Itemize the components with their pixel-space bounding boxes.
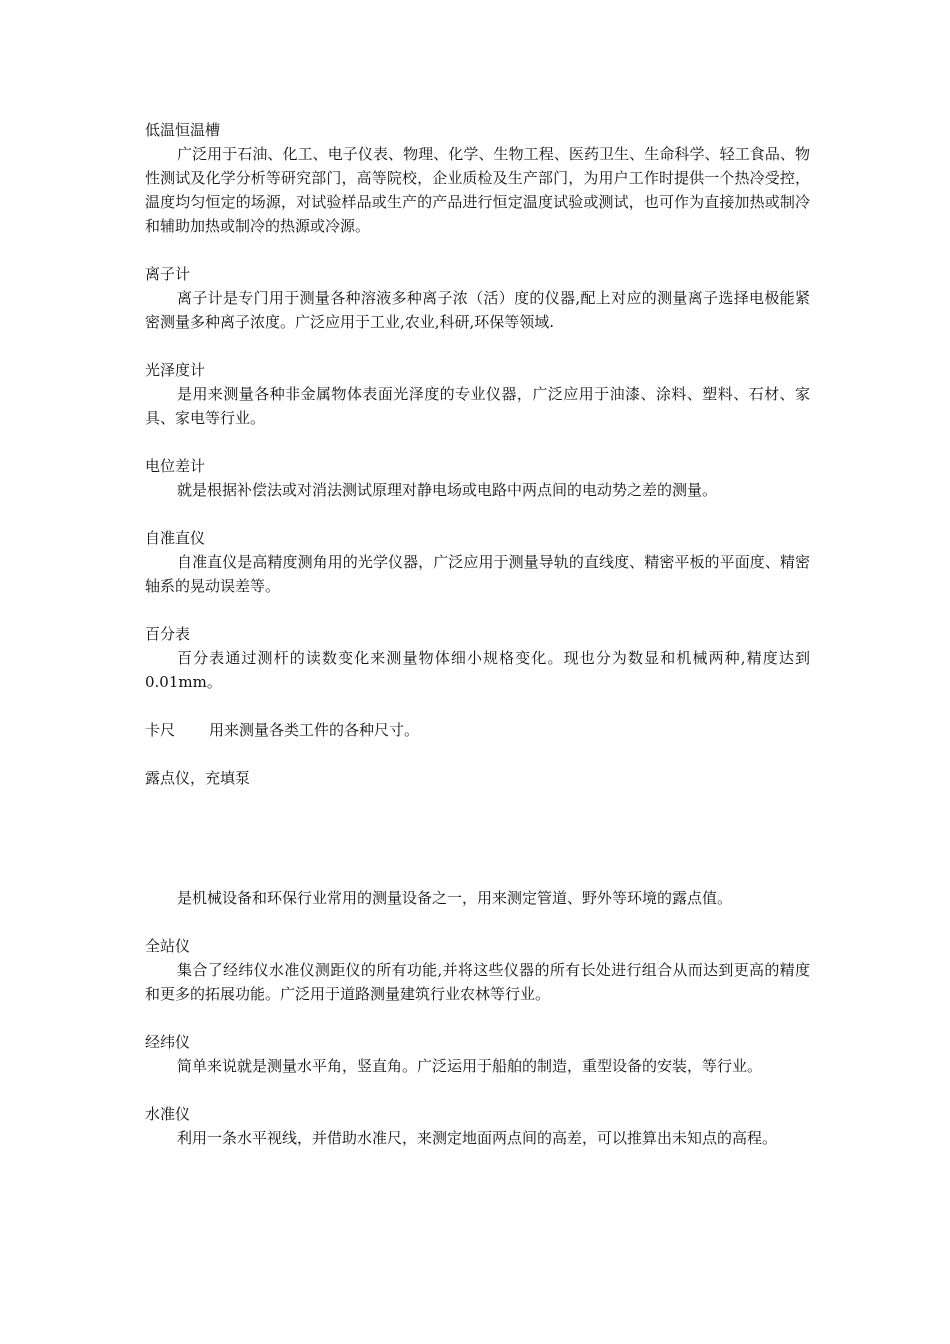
spacer [145,910,810,934]
entry-body: 自准直仪是高精度测角用的光学仪器，广泛应用于测量导轨的直线度、精密平板的平面度、精密轴系的晃动误差等。 [145,553,810,595]
spacer [145,1078,810,1102]
entry-body: 是机械设备和环保行业常用的测量设备之一，用来测定管道、野外等环境的露点值。 [177,889,733,907]
entry-body: 离子计是专门用于测量各种溶液多种离子浓（活）度的仪器,配上对应的测量离子选择电极能紧密测量多种离子浓度。广泛应用于工业,农业,科研,环保等领域. [145,289,810,331]
document-page [145,118,810,1150]
entry-body: 是用来测量各种非金属物体表面光泽度的专业仪器，广泛应用于油漆、涂料、塑料、石材、家具、家电等行业。 [145,385,810,427]
spacer [145,1006,810,1030]
entry-body: 利用一条水平视线，并借助水准尺，来测定地面两点间的高差，可以推算出未知点的高程。 [177,1129,778,1147]
entry-title: 卡尺 [145,721,176,739]
entry-body: 简单来说就是测量水平角，竖直角。广泛运用于船舶的制造，重型设备的安装，等行业。 [177,1057,763,1075]
entry-title: 电位差计 [145,457,206,475]
entry-total-station [145,934,810,1006]
entry-body: 百分表通过测杆的读数变化来测量物体细小规格变化。现也分为数显和机械两种,精度达到 0.01mm。 [145,649,810,691]
entry-title: 经纬仪 [145,1033,191,1051]
spacer [145,694,810,718]
entry-body: 用来测量各类工件的各种尺寸。 [209,721,420,739]
entry-dial-indicator [145,622,810,694]
entry-title: 露点仪，充填泵 [145,769,251,787]
blank-area [145,790,810,886]
entry-body: 集合了经纬仪水准仪测距仪的所有功能,并将这些仪器的所有长处进行组合从而达到更高的精度和更多的拓展功能。广泛用于道路测量建筑行业农林等行业。 [145,961,810,1003]
entry-title: 离子计 [145,265,191,283]
entry-gloss-meter [145,358,810,430]
entry-title: 水准仪 [145,1105,191,1123]
entry-low-temp-bath [145,118,810,238]
entry-title: 光泽度计 [145,361,206,379]
entry-dew-point-meter [145,766,810,910]
entry-body: 就是根据补偿法或对消法测试原理对静电场或电路中两点间的电动势之差的测量。 [177,481,718,499]
spacer [145,238,810,262]
entry-ion-meter [145,262,810,334]
entry-theodolite [145,1030,810,1078]
entry-potentiometer [145,454,810,502]
spacer [145,742,810,766]
spacer [145,502,810,526]
entry-title: 自准直仪 [145,529,206,547]
spacer [145,598,810,622]
spacer [145,430,810,454]
entry-level [145,1102,810,1150]
entry-title: 低温恒温槽 [145,121,221,139]
entry-autocollimator [145,526,810,598]
entry-caliper [145,718,810,742]
entry-body: 广泛用于石油、化工、电子仪表、物理、化学、生物工程、医药卫生、生命科学、轻工食品、物性测试及化学分析等研究部门，高等院校，企业质检及生产部门，为用户工作时提供一个热冷受控，温度均匀恒定的场源，对试验样品或生产的产品进行恒定温度试验或测试，也可作为直接加热或制冷和辅助加热或制冷的热源或冷源。 [145,145,810,235]
spacer [145,334,810,358]
caliper-row [145,718,810,742]
entry-title: 全站仪 [145,937,191,955]
entry-title: 百分表 [145,625,191,643]
